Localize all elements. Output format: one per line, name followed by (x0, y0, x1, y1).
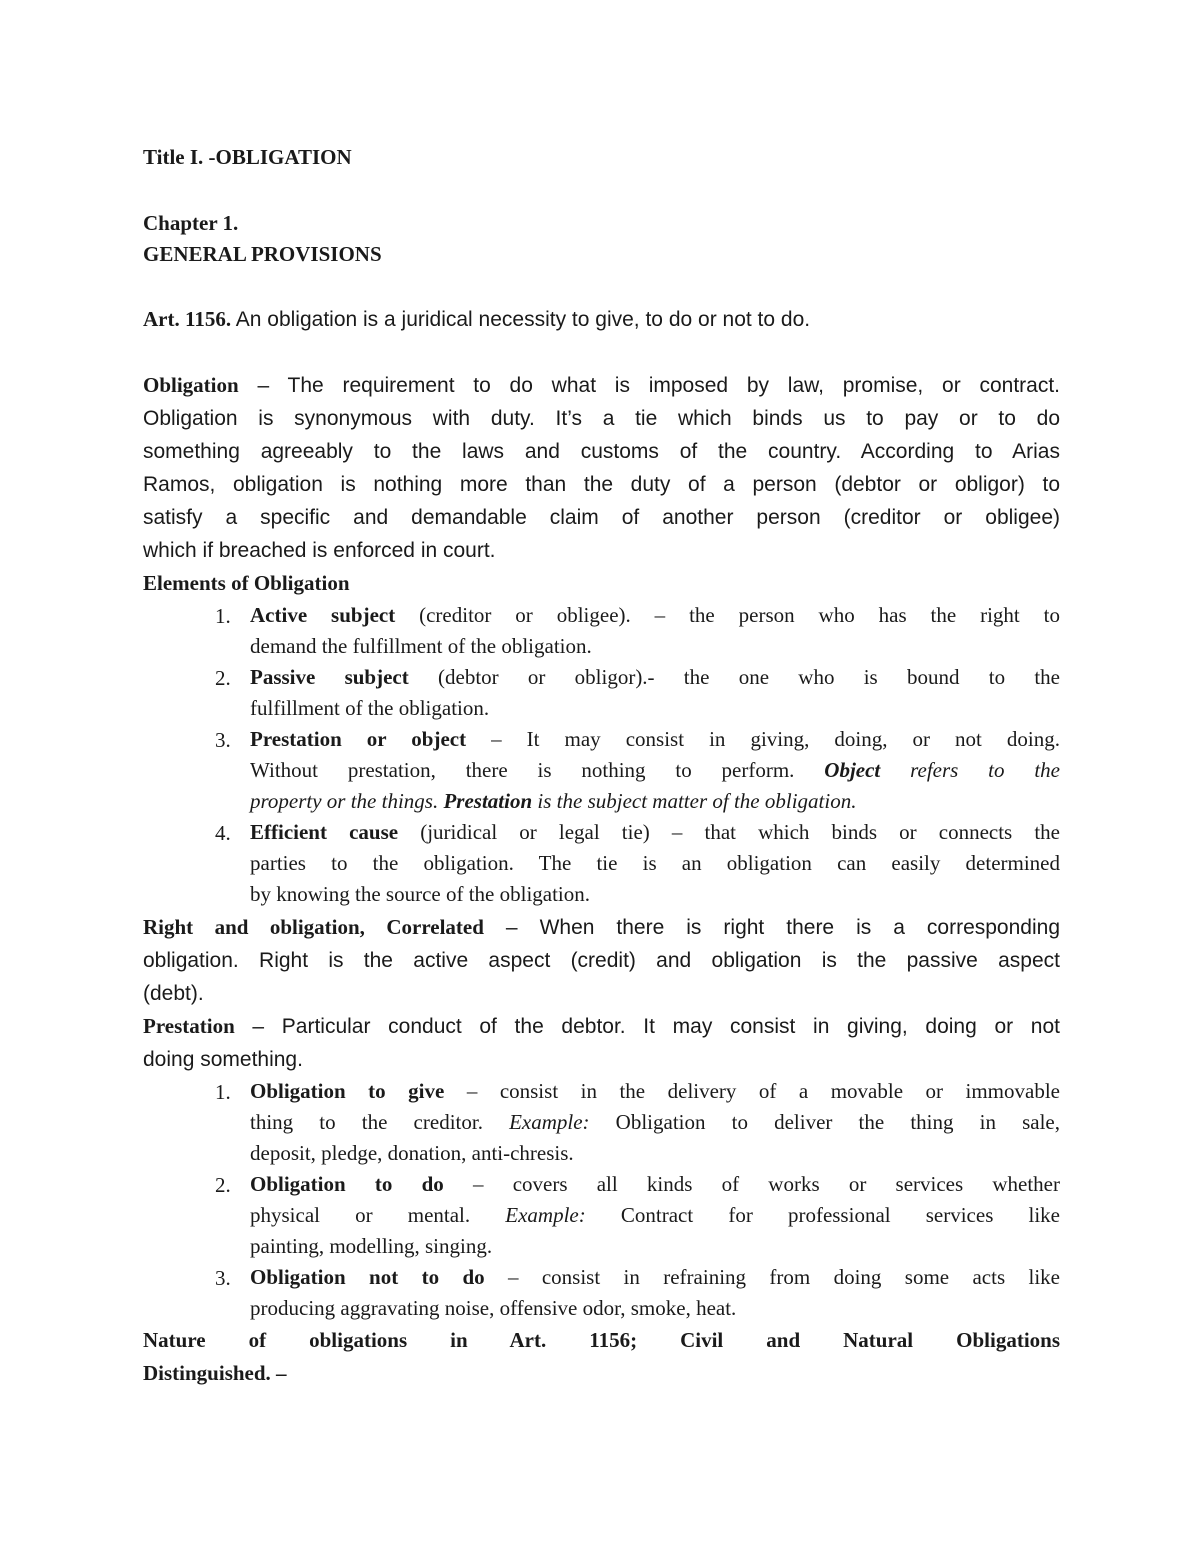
list-item: demand the fulfillment of the obligation. (250, 634, 592, 658)
right-obligation-term: Right and obligation, Correlated (143, 915, 484, 939)
list-item: fulfillment of the obligation. (250, 696, 490, 720)
list-item: Efficient cause (juridical or legal tie) – that which binds or connects the (250, 820, 1060, 844)
right-obligation-line: Right and obligation, Correlated – When there is right there is a corresponding (143, 915, 1060, 939)
nature-heading: Nature of obligations in Art. 1156; Civil and Natural Obligations (143, 1328, 1060, 1352)
list-item: parties to the obligation. The tie is an obligation can easily determined (250, 851, 1060, 875)
list-item: by knowing the source of the obligation. (250, 882, 591, 906)
article-paragraph (143, 303, 1060, 336)
prestation-line: doing something. (143, 1048, 303, 1071)
chapter-title: GENERAL PROVISIONS (143, 242, 382, 266)
list-item: Passive subject (debtor or obligor).- the one who is bound to the (250, 665, 1060, 689)
list-item: Without prestation, there is nothing to perform. Object refers to the (250, 758, 1060, 782)
list-item: producing aggravating noise, offensive odor, smoke, heat. (250, 1296, 737, 1320)
obligation-def-line: Ramos, obligation is nothing more than the duty of a person (debtor or obligor) to (143, 473, 1060, 496)
right-obligation-line: (debt). (143, 982, 204, 1005)
obligation-def-line: satisfy a specific and demandable claim of another person (creditor or obligee) (143, 506, 1060, 529)
list-number: 2. (215, 1173, 231, 1197)
chapter-number: Chapter 1. (143, 211, 239, 235)
list-number: 1. (215, 604, 231, 628)
list-item: Obligation to do – covers all kinds of works or services whether (250, 1172, 1060, 1196)
prestation-term: Prestation (143, 1014, 235, 1038)
prestation-line: Prestation – Particular conduct of the debtor. It may consist in giving, doing or not (143, 1014, 1060, 1038)
obligation-term: Obligation (143, 373, 239, 397)
list-number: 4. (215, 821, 231, 845)
obligation-def-line: Obligation – The requirement to do what is imposed by law, promise, or contract. (143, 373, 1060, 397)
list-number: 3. (215, 728, 231, 752)
list-item: property or the things. Prestation is the subject matter of the obligation. (250, 789, 857, 813)
list-item: Obligation to give – consist in the delivery of a movable or immovable (250, 1079, 1060, 1103)
list-item: deposit, pledge, donation, anti-chresis. (250, 1141, 574, 1165)
list-item: Active subject (creditor or obligee). – the person who has the right to (250, 603, 1060, 627)
list-number: 3. (215, 1266, 231, 1290)
list-number: 2. (215, 666, 231, 690)
list-number: 1. (215, 1080, 231, 1104)
nature-heading: Distinguished. – (143, 1361, 287, 1385)
obligation-def-line: something agreeably to the laws and customs of the country. According to Arias (143, 440, 1060, 463)
article-label: Art. 1156. (143, 307, 232, 331)
list-item: Obligation not to do – consist in refraining from doing some acts like (250, 1265, 1060, 1289)
list-item: physical or mental. Example: Contract for professional services like (250, 1203, 1060, 1227)
obligation-def-line: which if breached is enforced in court. (143, 539, 496, 562)
article-text: An obligation is a juridical necessity to give, to do or not to do. (231, 308, 811, 331)
obligation-def-line: Obligation is synonymous with duty. It’s a tie which binds us to pay or to do (143, 407, 1060, 430)
right-obligation-line: obligation. Right is the active aspect (credit) and obligation is the passive aspect (143, 949, 1060, 972)
document-title: Title I. -OBLIGATION (143, 145, 352, 169)
list-item: Prestation or object – It may consist in giving, doing, or not doing. (250, 727, 1060, 751)
list-item: painting, modelling, singing. (250, 1234, 493, 1258)
list-item: thing to the creditor. Example: Obligation to deliver the thing in sale, (250, 1110, 1060, 1134)
elements-heading: Elements of Obligation (143, 571, 350, 595)
